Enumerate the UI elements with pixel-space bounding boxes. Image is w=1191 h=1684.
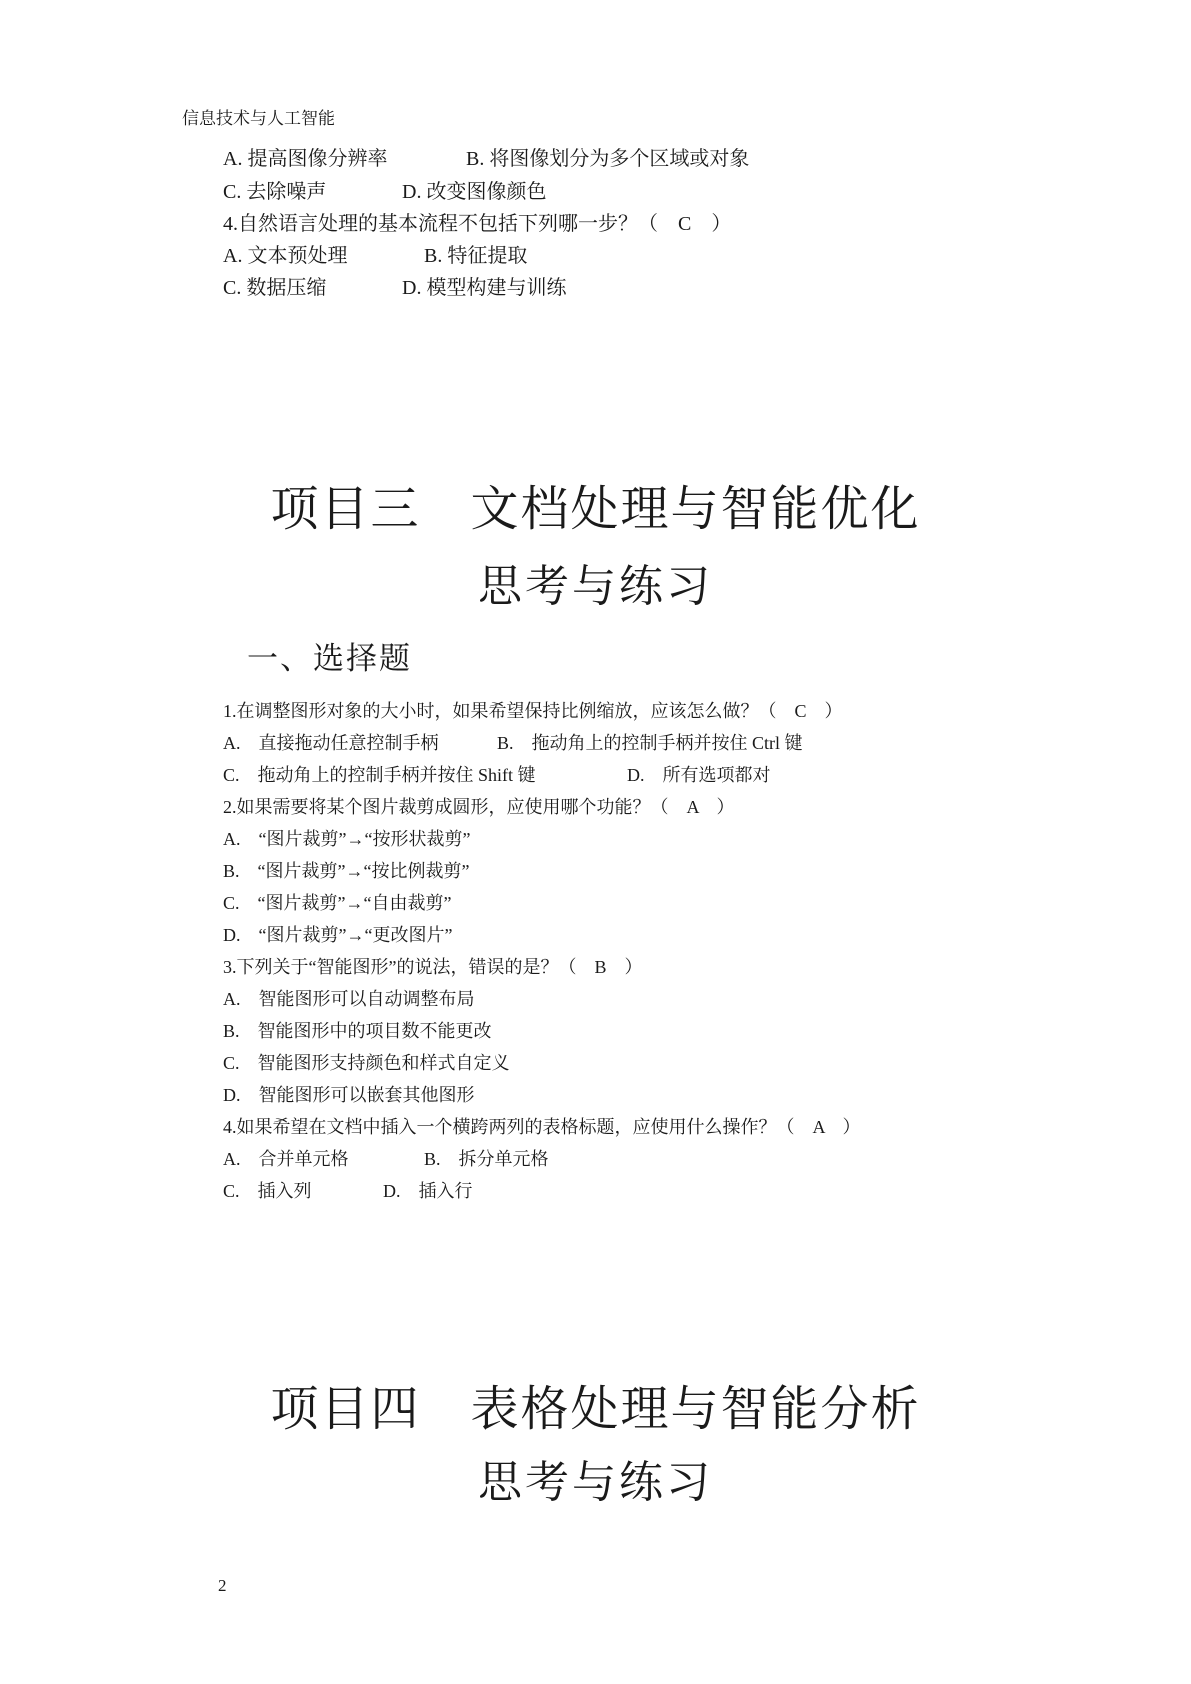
project3-title: 项目三 文档处理与智能优化 (270, 483, 921, 536)
project4-subtitle: 思考与练习 (478, 1458, 713, 1507)
prev-q4-option-d: D. 模型构建与训练 (402, 277, 567, 299)
prev-option-b: B. 将图像划分为多个区域或对象 (466, 148, 750, 170)
running-header: 信息技术与人工智能 (182, 109, 335, 128)
q4-option-c: C. 插入列 (223, 1181, 312, 1201)
q2-option-b: B. “图片裁剪”→“按比例裁剪” (223, 861, 470, 881)
prev-question-4: 4.自然语言处理的基本流程不包括下列哪一步？（ C ） (223, 213, 732, 235)
question-4: 4.如果希望在文档中插入一个横跨两列的表格标题，应使用什么操作？（ A ） (223, 1117, 861, 1137)
prev-option-a: A. 提高图像分辨率 (223, 148, 388, 170)
q2-option-d: D. “图片裁剪”→“更改图片” (223, 925, 453, 945)
section-heading-choice: 一、选择题 (247, 641, 412, 676)
q2-option-a: A. “图片裁剪”→“按形状裁剪” (223, 829, 471, 849)
q4-option-d: D. 插入行 (383, 1181, 473, 1201)
q1-option-b: B. 拖动角上的控制手柄并按住 Ctrl 键 (497, 733, 803, 753)
question-3: 3.下列关于“智能图形”的说法，错误的是？（ B ） (223, 957, 643, 977)
prev-option-c: C. 去除噪声 (223, 181, 327, 203)
prev-q4-option-a: A. 文本预处理 (223, 245, 348, 267)
q1-option-a: A. 直接拖动任意控制手柄 (223, 733, 439, 753)
page-number: 2 (218, 1576, 227, 1595)
prev-q4-option-b: B. 特征提取 (424, 245, 528, 267)
q3-option-b: B. 智能图形中的项目数不能更改 (223, 1021, 492, 1041)
prev-q4-option-c: C. 数据压缩 (223, 277, 327, 299)
project4-title: 项目四 表格处理与智能分析 (270, 1383, 921, 1436)
q3-option-a: A. 智能图形可以自动调整布局 (223, 989, 475, 1009)
prev-option-d: D. 改变图像颜色 (402, 181, 547, 203)
q4-option-b: B. 拆分单元格 (424, 1149, 549, 1169)
q3-option-d: D. 智能图形可以嵌套其他图形 (223, 1085, 475, 1105)
q4-option-a: A. 合并单元格 (223, 1149, 349, 1169)
project3-subtitle: 思考与练习 (478, 562, 713, 611)
q2-option-c: C. “图片裁剪”→“自由裁剪” (223, 893, 452, 913)
q1-option-c: C. 拖动角上的控制手柄并按住 Shift 键 (223, 765, 536, 785)
q3-option-c: C. 智能图形支持颜色和样式自定义 (223, 1053, 510, 1073)
q1-option-d: D. 所有选项都对 (627, 765, 771, 785)
question-2: 2.如果需要将某个图片裁剪成圆形，应使用哪个功能？（ A ） (223, 797, 735, 817)
question-1: 1.在调整图形对象的大小时，如果希望保持比例缩放，应该怎么做？（ C ） (223, 701, 843, 721)
